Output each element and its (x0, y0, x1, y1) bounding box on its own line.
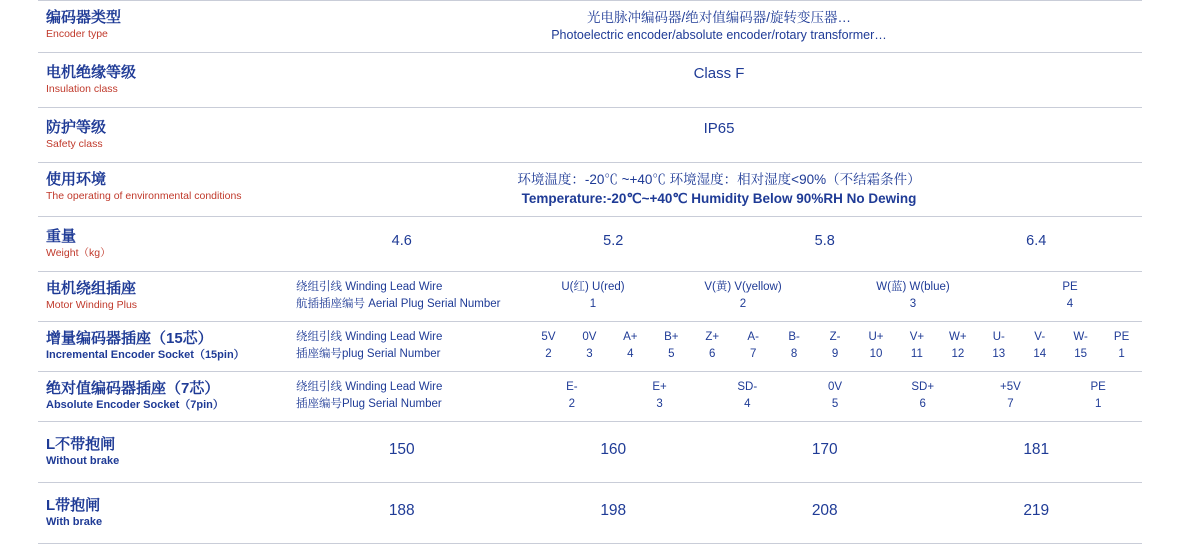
wire-label: SD+ (911, 381, 935, 393)
label-cn: 重量 (46, 228, 77, 245)
row-label-weight (38, 227, 296, 260)
motor-winding-wires (528, 279, 1142, 296)
wire-label: E- (566, 381, 578, 393)
pin-number: 7 (1007, 398, 1014, 410)
wire-label: V+ (909, 331, 925, 343)
length-value: 208 (811, 502, 838, 519)
pin-number: 3 (656, 398, 663, 410)
row-label-incremental-encoder (38, 329, 296, 362)
pin-number: 3 (909, 298, 917, 310)
wire-label: A- (747, 331, 759, 343)
row-value-length-with-brake (296, 496, 1142, 520)
label-en: Insulation class (46, 83, 118, 95)
label-en: Encoder type (46, 28, 108, 40)
label-cn: 防护等级 (46, 119, 107, 136)
row-value-insulation-class (296, 63, 1142, 85)
row-value-length-without-brake (296, 435, 1142, 459)
table-row-environment (38, 163, 1142, 217)
wire-label: PE (1062, 281, 1078, 293)
incremental-encoder-wires (528, 329, 1142, 346)
incremental-encoder-pins (528, 346, 1142, 363)
wire-label: W(蓝) W(blue) (876, 281, 950, 293)
wire-label: U+ (868, 331, 884, 343)
label-cn: 使用环境 (46, 171, 107, 188)
wire-label: W- (1073, 331, 1088, 343)
pin-number: 4 (744, 398, 751, 410)
table-row-motor-winding (38, 272, 1142, 322)
table-row-length-with-brake (38, 483, 1142, 544)
weight-values (296, 227, 1142, 249)
pin-number: 14 (1033, 348, 1047, 360)
wire-label: U(红) U(red) (561, 281, 625, 293)
label-en: Absolute Encoder Socket（7pin） (46, 399, 224, 411)
row-label-length-without-brake (38, 435, 296, 468)
value-en: Photoelectric encoder/absolute encoder/rotary transformer… (551, 28, 887, 42)
row-label-encoder-type (38, 8, 296, 41)
sub-label-absolute-encoder (296, 379, 528, 413)
wire-label: 5V (541, 331, 556, 343)
row-label-environment (38, 170, 296, 203)
motor-winding-grid (528, 279, 1142, 313)
sub-label-wire: 绕组引线 Winding Lead Wire (296, 331, 443, 343)
pin-number: 1 (1094, 398, 1102, 410)
label-cn: L带抱闸 (46, 497, 101, 514)
label-cn: 绝对值编码器插座（7芯） (46, 380, 220, 397)
label-en: With brake (46, 516, 103, 528)
wire-label: PE (1090, 381, 1106, 393)
wire-label: PE (1113, 331, 1130, 343)
pin-number: 10 (869, 348, 883, 360)
label-en: Safety class (46, 138, 103, 150)
weight-value: 5.2 (603, 233, 624, 249)
pin-number: 5 (831, 398, 839, 410)
row-label-insulation-class (38, 63, 296, 96)
length-value: 160 (600, 441, 627, 458)
row-label-motor-winding (38, 279, 296, 312)
weight-value: 6.4 (1026, 233, 1047, 249)
pin-number: 5 (668, 348, 675, 360)
table-row-absolute-encoder (38, 372, 1142, 422)
pin-number: 9 (831, 348, 839, 360)
row-label-length-with-brake (38, 496, 296, 529)
wire-label: 0V (827, 381, 843, 393)
length-values (296, 496, 1142, 520)
row-value-safety-class (296, 118, 1142, 140)
sub-label-incremental-encoder (296, 329, 528, 363)
sub-label-pin: 插座编号plug Serial Number (296, 348, 441, 360)
wire-label: Z- (829, 331, 841, 343)
table-row-length-without-brake (38, 422, 1142, 483)
pin-number: 2 (545, 348, 552, 360)
sub-label-motor-winding (296, 279, 528, 313)
pin-number: 11 (910, 348, 923, 360)
value-en: Temperature:-20℃~+40℃ Humidity Below 90%RH No Dewing (521, 191, 917, 206)
wire-label: B- (788, 331, 800, 343)
pin-number: 7 (749, 348, 757, 360)
label-en: The operating of environmental conditions (46, 190, 242, 202)
pin-number: 15 (1074, 348, 1088, 360)
value-cn: 光电脉冲编码器/绝对值编码器/旋转变压器… (586, 10, 851, 25)
incremental-encoder-grid (528, 329, 1142, 363)
table-row-insulation-class (38, 53, 1142, 108)
bottom-spacer (38, 544, 1142, 558)
pin-number: 6 (709, 348, 716, 360)
value: Class F (693, 65, 745, 82)
sub-label-pin: 插座编号Plug Serial Number (296, 398, 442, 410)
pin-number: 1 (589, 298, 597, 310)
wire-label: V- (1034, 331, 1046, 343)
label-en: Motor Winding Plus (46, 299, 138, 311)
label-cn: 电机绝缘等级 (46, 64, 137, 81)
value-cn: 环境温度：-20℃ ~+40℃ 环境湿度：相对湿度<90%（不结霜条件） (517, 172, 921, 187)
pin-number: 2 (568, 398, 576, 410)
absolute-encoder-pins (528, 396, 1142, 413)
sub-label-wire: 绕组引线 Winding Lead Wire (296, 281, 443, 293)
length-value: 150 (388, 441, 415, 458)
wire-label: Z+ (705, 331, 720, 343)
row-value-encoder-type (296, 8, 1142, 44)
motor-winding-pins (528, 296, 1142, 313)
pin-number: 4 (627, 348, 634, 360)
row-value-environment (296, 170, 1142, 208)
pin-number: 12 (951, 348, 965, 360)
absolute-encoder-wires (528, 379, 1142, 396)
wire-label: B+ (664, 331, 679, 343)
row-label-safety-class (38, 118, 296, 151)
pin-number: 3 (586, 348, 593, 360)
label-cn: 电机绕组插座 (46, 280, 137, 297)
label-cn: 增量编码器插座（15芯） (46, 330, 213, 347)
wire-label: +5V (1000, 381, 1021, 393)
pin-number: 2 (739, 298, 747, 310)
wire-label: E+ (652, 381, 667, 393)
length-value: 188 (388, 502, 415, 519)
length-value: 219 (1023, 502, 1050, 519)
value: IP65 (703, 120, 735, 137)
pin-number: 4 (1066, 298, 1074, 310)
sub-label-pin: 航插插座编号 Aerial Plug Serial Number (296, 298, 501, 310)
table-row-safety-class (38, 108, 1142, 163)
label-en: Incremental Encoder Socket（15pin） (46, 349, 245, 361)
label-cn: L不带抱闸 (46, 436, 116, 453)
absolute-encoder-grid (528, 379, 1142, 413)
sub-label-wire: 绕组引线 Winding Lead Wire (296, 381, 443, 393)
row-value-weight (296, 227, 1142, 249)
wire-label: V(黄) V(yellow) (704, 281, 782, 293)
wire-label: A+ (623, 331, 638, 343)
length-values (296, 435, 1142, 459)
wire-label: 0V (582, 331, 597, 343)
length-value: 198 (600, 502, 627, 519)
length-value: 170 (811, 441, 838, 458)
wire-label: SD- (737, 381, 758, 393)
weight-value: 4.6 (391, 233, 412, 249)
pin-number: 8 (790, 348, 798, 360)
length-value: 181 (1023, 441, 1050, 458)
weight-value: 5.8 (814, 233, 835, 249)
row-label-absolute-encoder (38, 379, 296, 412)
table-row-encoder-type (38, 0, 1142, 53)
wire-label: W+ (949, 331, 967, 343)
pin-number: 6 (919, 398, 926, 410)
label-cn: 编码器类型 (46, 9, 122, 26)
pin-number: 13 (992, 348, 1006, 360)
table-row-incremental-encoder (38, 322, 1142, 372)
pin-number: 1 (1118, 348, 1125, 360)
label-en: Without brake (46, 455, 120, 467)
label-en: Weight（kg） (46, 247, 111, 259)
table-row-weight (38, 217, 1142, 272)
wire-label: U- (992, 331, 1005, 343)
